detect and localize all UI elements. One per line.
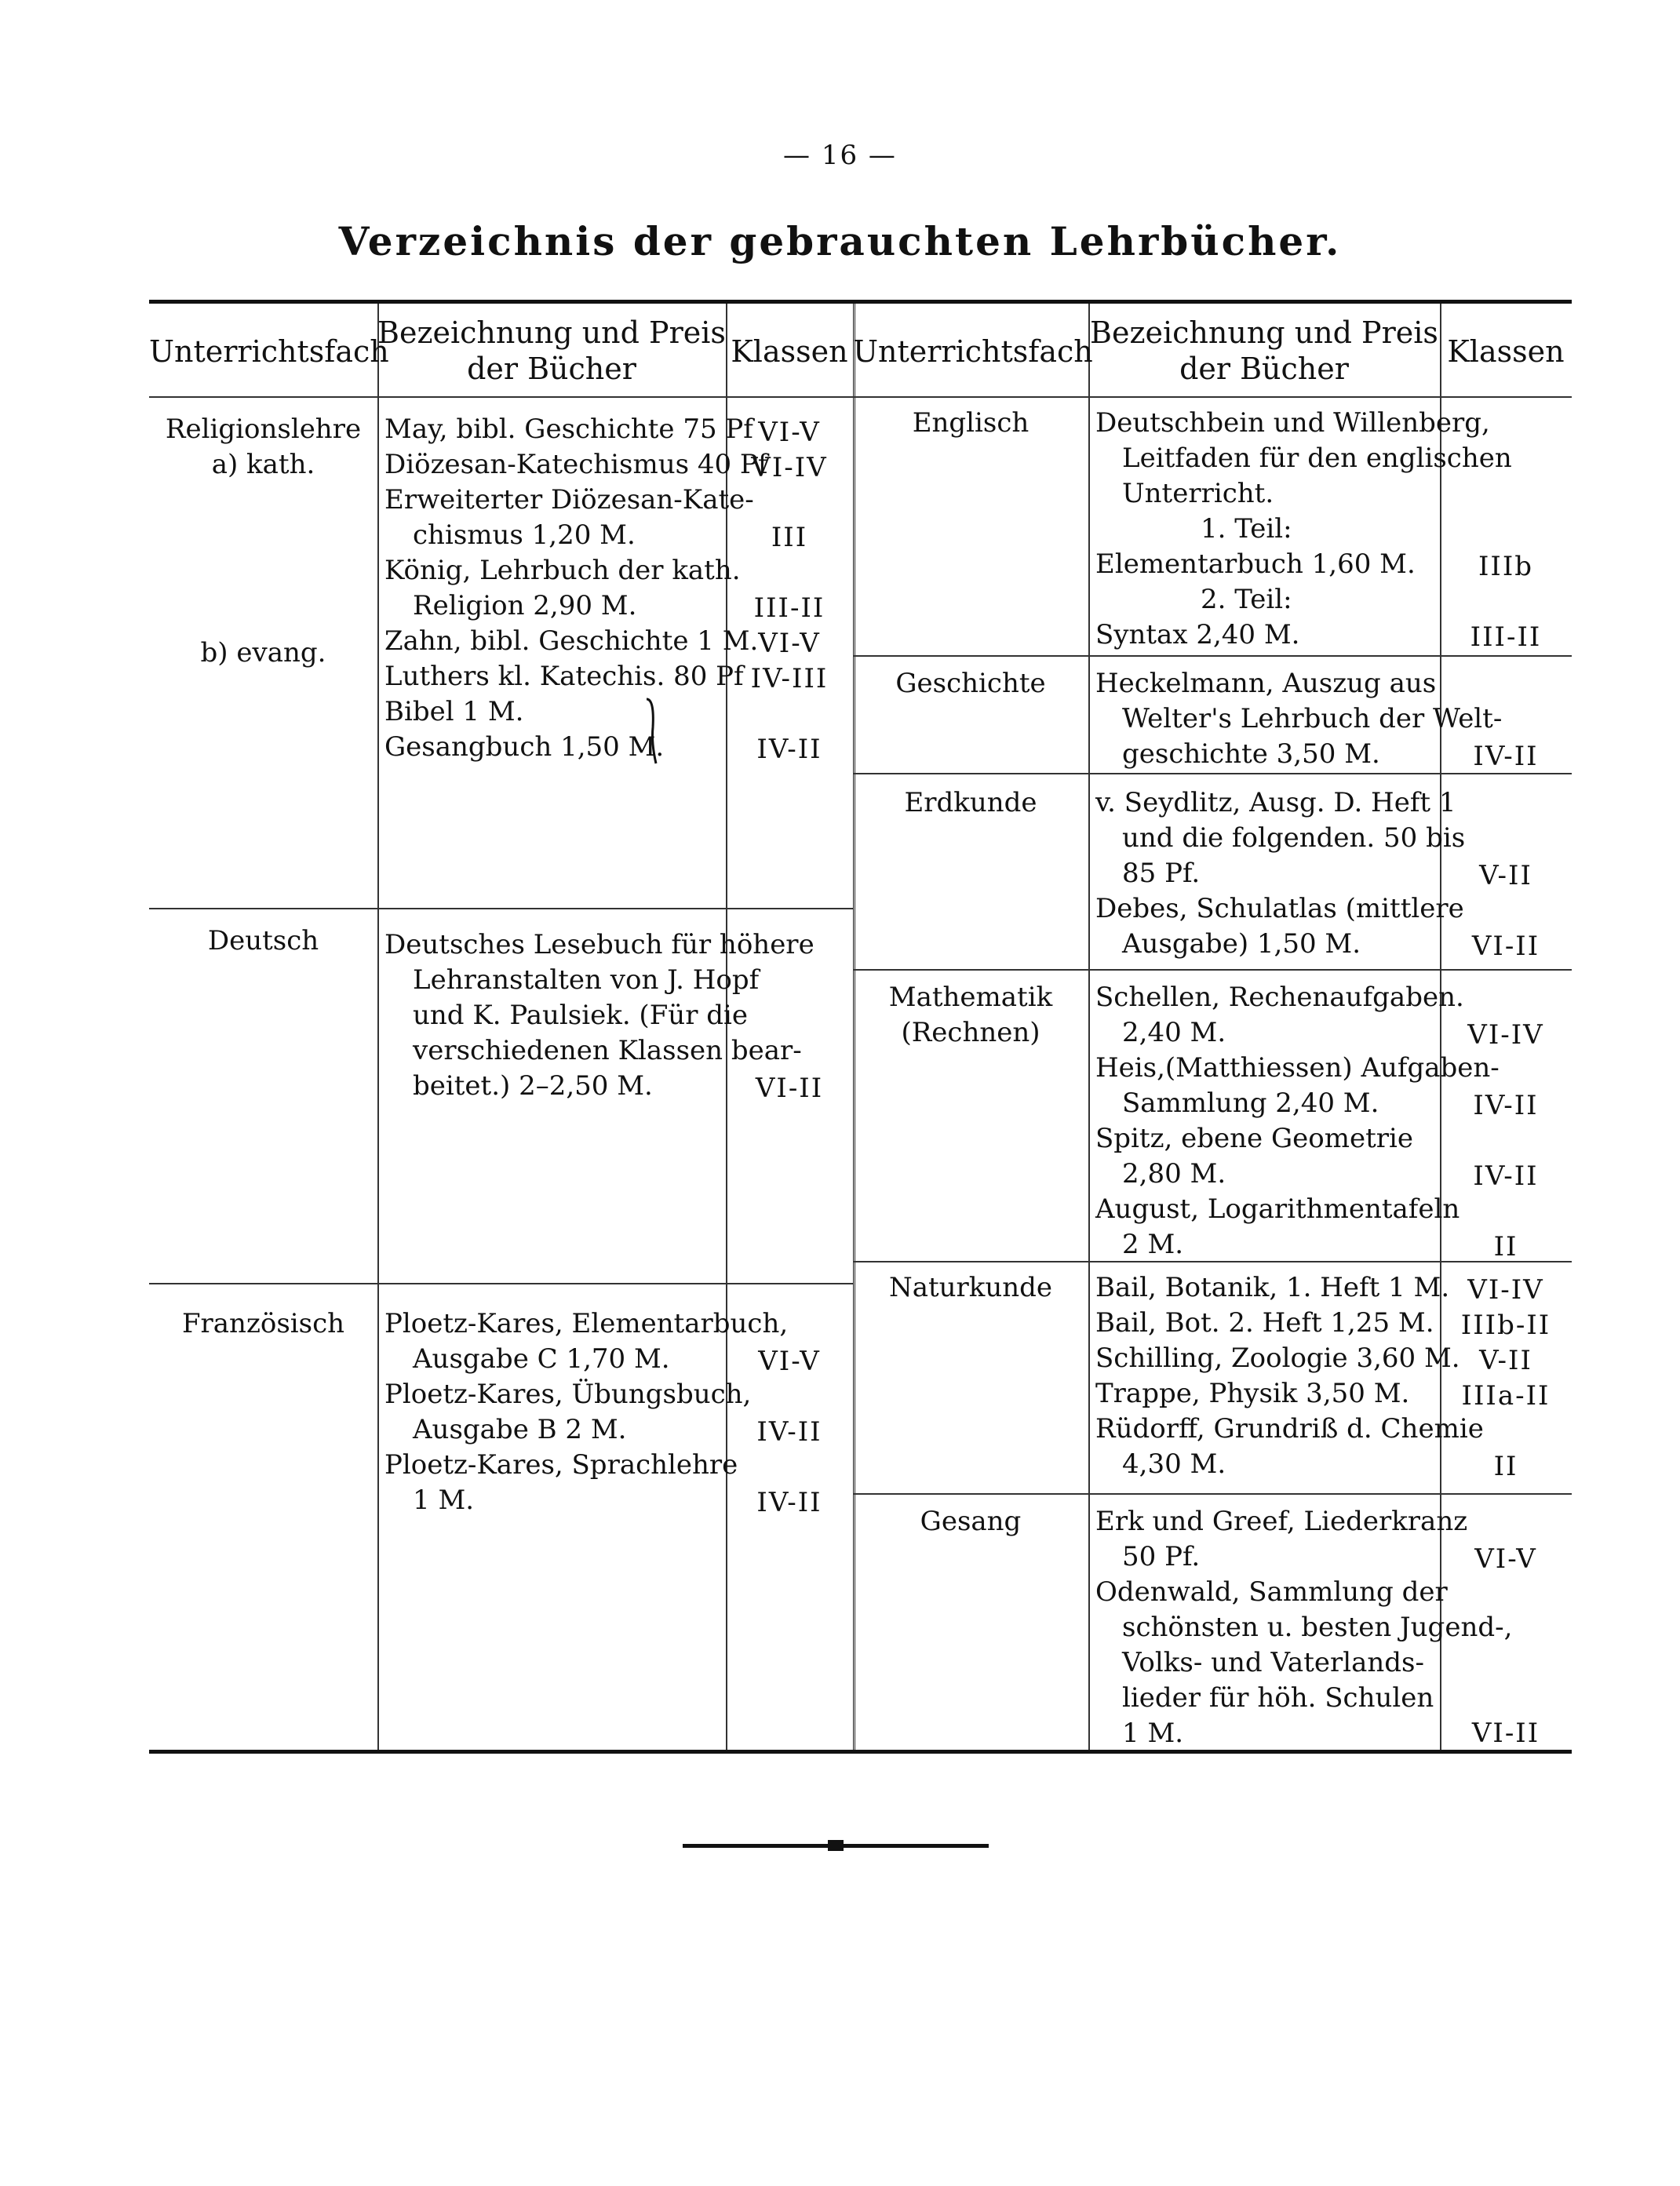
book-entry: Bibel 1 M. xyxy=(384,696,524,727)
book-entry: und K. Paulsiek. (Für die xyxy=(413,1000,749,1031)
book-entry: Sammlung 2,40 M. xyxy=(1122,1088,1379,1119)
book-entry: August, Logarithmentafeln xyxy=(1095,1193,1460,1225)
class-range: IV-II xyxy=(1473,1160,1539,1192)
book-entry: Ploetz-Kares, Übungsbuch, xyxy=(384,1379,752,1410)
class-range: VI-II xyxy=(1471,931,1540,962)
class-range: III-II xyxy=(753,592,825,624)
header-classes: Klassen xyxy=(731,334,848,369)
book-entry: Erweiterter Diözesan-Kate- xyxy=(384,484,754,516)
header-books-line2: der Bücher xyxy=(467,352,636,386)
subject-geschichte: Geschichte xyxy=(895,668,1046,699)
class-range: IIIb-II xyxy=(1460,1310,1551,1341)
book-entry: 2,40 M. xyxy=(1122,1017,1226,1048)
book-entry: 85 Pf. xyxy=(1122,858,1201,889)
book-entry: Ploetz-Kares, Elementarbuch, xyxy=(384,1308,789,1339)
class-range: V-II xyxy=(1479,1345,1532,1376)
textbook-table xyxy=(149,300,1572,1754)
book-entry: May, bibl. Geschichte 75 Pf xyxy=(384,414,753,445)
class-range: VI-V xyxy=(758,417,821,448)
header-classes: Klassen xyxy=(1447,334,1565,369)
class-range: III xyxy=(771,522,808,553)
book-entry: 1. Teil: xyxy=(1201,513,1292,545)
class-range: II xyxy=(1493,1231,1518,1262)
book-entry: Ausgabe C 1,70 M. xyxy=(413,1343,670,1375)
closing-rule-ornament xyxy=(828,1840,844,1851)
header-books-line1: Bezeichnung und Preis xyxy=(377,315,726,350)
class-range: IIIa-II xyxy=(1461,1380,1551,1412)
subject-englisch: Englisch xyxy=(912,407,1030,439)
book-entry: Zahn, bibl. Geschichte 1 M. xyxy=(384,625,759,657)
book-entry: Deutschbein und Willenberg, xyxy=(1095,407,1490,439)
class-range: III-II xyxy=(1470,621,1542,653)
book-entry: 1 M. xyxy=(1122,1718,1184,1749)
subject-religion-evang: b) evang. xyxy=(200,637,326,669)
book-entry: Bail, Botanik, 1. Heft 1 M. xyxy=(1095,1272,1450,1303)
subject-religion-line1: Religionslehre xyxy=(165,414,362,445)
book-entry: Volks- und Vaterlands- xyxy=(1122,1647,1424,1678)
subject-mathematik-line1: Mathematik xyxy=(888,982,1053,1013)
book-entry: 2,80 M. xyxy=(1122,1158,1226,1190)
book-entry: lieder für höh. Schulen xyxy=(1122,1682,1434,1714)
book-entry: Deutsches Lesebuch für höhere xyxy=(384,929,814,960)
book-entry: 4,30 M. xyxy=(1122,1448,1226,1480)
subject-deutsch: Deutsch xyxy=(207,925,319,956)
book-entry: Luthers kl. Katechis. 80 Pf xyxy=(384,661,744,692)
row-separator xyxy=(149,1283,853,1284)
book-entry: Leitfaden für den englischen xyxy=(1122,443,1512,474)
book-entry: Erk und Greef, Liederkranz xyxy=(1095,1506,1468,1537)
book-entry: schönsten u. besten Jugend-, xyxy=(1122,1612,1513,1643)
subject-mathematik xyxy=(853,980,1088,1051)
book-entry: 1 M. xyxy=(413,1485,475,1516)
book-entry: geschichte 3,50 M. xyxy=(1122,738,1380,770)
book-entry: und die folgenden. 50 bis xyxy=(1122,822,1466,854)
book-entry: Rüdorff, Grundriß d. Chemie xyxy=(1095,1413,1484,1445)
class-range: VI-V xyxy=(758,1346,821,1377)
book-entry: Ploetz-Kares, Sprachlehre xyxy=(384,1449,738,1481)
class-range: II xyxy=(1493,1451,1518,1482)
book-entry: Schilling, Zoologie 3,60 M. xyxy=(1095,1343,1460,1374)
book-entry: Spitz, ebene Geometrie xyxy=(1095,1123,1413,1154)
book-entry: Religion 2,90 M. xyxy=(413,590,637,621)
book-entry: Welter's Lehrbuch der Welt- xyxy=(1122,703,1503,734)
page-number: — 16 — xyxy=(783,140,897,171)
row-separator xyxy=(853,1493,1572,1495)
row-separator xyxy=(853,655,1572,657)
book-entry: Gesangbuch 1,50 M. xyxy=(384,731,665,763)
book-entry: chismus 1,20 M. xyxy=(413,519,636,551)
subject-religion xyxy=(149,412,377,483)
book-entry: Elementarbuch 1,60 M. xyxy=(1095,548,1416,580)
header-books-line1: Bezeichnung und Preis xyxy=(1090,315,1438,350)
class-range: VI-IV xyxy=(1467,1019,1544,1051)
book-entry: Debes, Schulatlas (mittlere xyxy=(1095,893,1464,924)
column-divider xyxy=(1088,304,1090,1750)
book-entry: Ausgabe) 1,50 M. xyxy=(1122,928,1361,960)
book-entry: Lehranstalten von J. Hopf xyxy=(413,964,760,996)
book-entry: König, Lehrbuch der kath. xyxy=(384,555,741,586)
class-range: VI-V xyxy=(1474,1543,1537,1575)
book-entry: 50 Pf. xyxy=(1122,1541,1201,1572)
class-range: VI-IV xyxy=(751,452,828,483)
column-divider xyxy=(377,304,379,1750)
header-subject: Unterrichtsfach xyxy=(149,334,389,369)
header-separator xyxy=(149,396,1572,398)
book-entry: Ausgabe B 2 M. xyxy=(413,1414,627,1445)
class-range: IV-III xyxy=(750,663,829,694)
book-entry: Bail, Bot. 2. Heft 1,25 M. xyxy=(1095,1307,1434,1339)
book-entry: Heckelmann, Auszug aus xyxy=(1095,668,1437,699)
book-entry: Diözesan-Katechismus 40 Pf xyxy=(384,449,768,480)
subject-religion-line2: a) kath. xyxy=(211,449,315,480)
book-entry: Trappe, Physik 3,50 M. xyxy=(1095,1378,1410,1409)
book-entry: v. Seydlitz, Ausg. D. Heft 1 xyxy=(1095,787,1456,818)
book-entry: Heis,(Matthiessen) Aufgaben- xyxy=(1095,1052,1500,1084)
subject-naturkunde: Naturkunde xyxy=(888,1272,1053,1303)
class-range: IV-II xyxy=(756,734,822,765)
row-separator xyxy=(853,969,1572,971)
class-range: IV-II xyxy=(1473,1090,1539,1121)
subject-gesang: Gesang xyxy=(920,1506,1022,1537)
book-entry: Syntax 2,40 M. xyxy=(1095,619,1300,650)
book-entry: 2. Teil: xyxy=(1201,584,1292,615)
class-range: V-II xyxy=(1479,860,1532,891)
class-range: IV-II xyxy=(756,1487,822,1518)
class-range: VI-V xyxy=(758,628,821,659)
subject-erdkunde: Erdkunde xyxy=(904,787,1037,818)
header-subject: Unterrichtsfach xyxy=(853,334,1093,369)
row-separator xyxy=(149,908,853,909)
book-entry: 2 M. xyxy=(1122,1229,1184,1260)
subject-mathematik-line2: (Rechnen) xyxy=(901,1017,1040,1048)
brace-icon xyxy=(642,696,661,767)
header-books-line2: der Bücher xyxy=(1179,352,1349,386)
subject-franzoesisch: Französisch xyxy=(181,1308,345,1339)
class-range: IIIb xyxy=(1478,551,1534,582)
book-entry: Odenwald, Sammlung der xyxy=(1095,1576,1448,1608)
class-range: IV-II xyxy=(756,1416,822,1448)
class-range: IV-II xyxy=(1473,741,1539,772)
class-range: VI-II xyxy=(1471,1718,1540,1749)
book-entry: beitet.) 2–2,50 M. xyxy=(413,1070,653,1102)
class-range: VI-II xyxy=(755,1073,824,1104)
class-range: VI-IV xyxy=(1467,1274,1544,1306)
book-entry: Schellen, Rechenaufgaben. xyxy=(1095,982,1464,1013)
header-books xyxy=(1088,315,1440,387)
book-entry: Unterricht. xyxy=(1122,478,1274,509)
header-books xyxy=(377,315,726,387)
book-entry: verschiedenen Klassen bear- xyxy=(413,1035,802,1066)
page-title: Verzeichnis der gebrauchten Lehrbücher. xyxy=(338,218,1342,264)
